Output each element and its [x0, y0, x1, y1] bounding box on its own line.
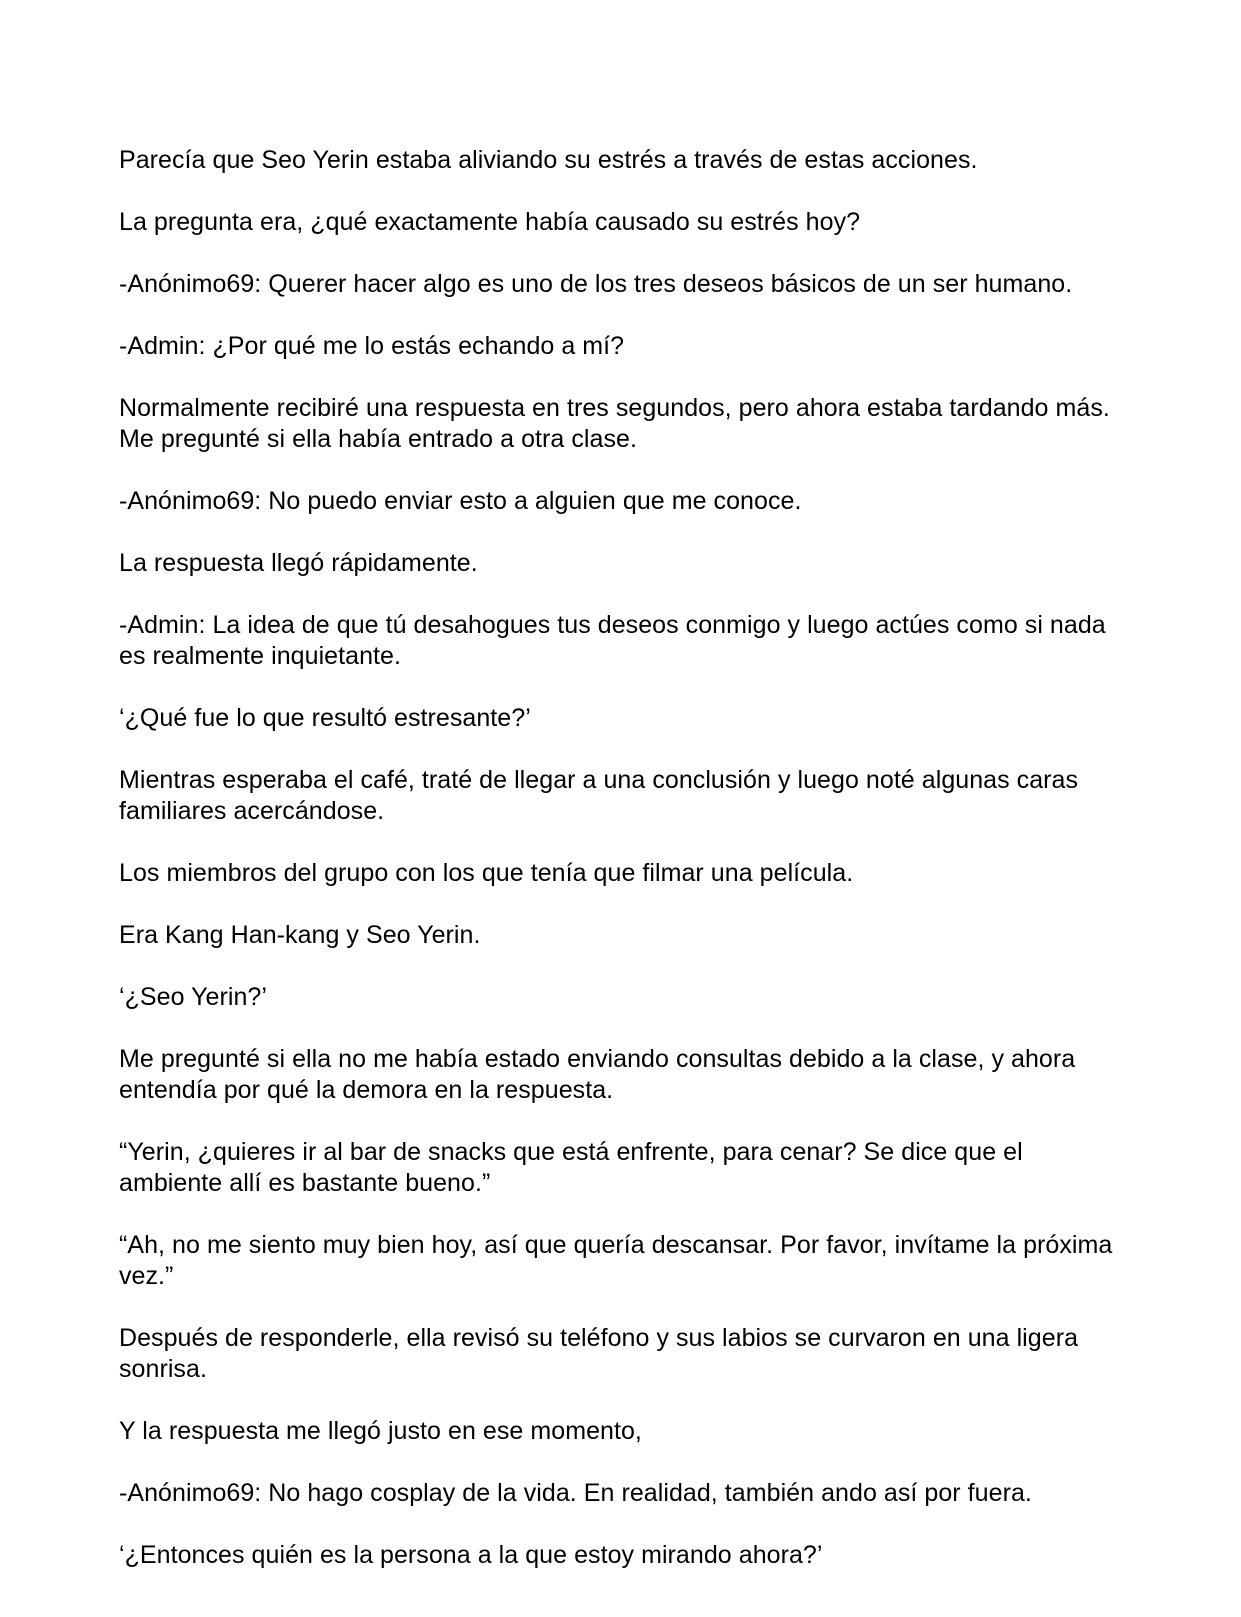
paragraph: Mientras esperaba el café, traté de llegar a una conclusión y luego noté algunas caras familiares acercándose.	[119, 766, 1079, 825]
paragraph: -Anónimo69: Querer hacer algo es uno de los tres deseos básicos de un ser humano.	[119, 270, 1073, 298]
paragraph: Me pregunté si ella no me había estado enviando consultas debido a la clase, y ahora entendía por qué la demora en la respuesta.	[119, 1045, 1076, 1104]
paragraph: Era Kang Han-kang y Seo Yerin.	[119, 921, 481, 949]
document-body	[119, 145, 1129, 1571]
paragraph: Y la respuesta me llegó justo en ese momento,	[119, 1417, 642, 1445]
paragraph: Los miembros del grupo con los que tenía que filmar una película.	[119, 859, 854, 887]
paragraph: -Anónimo69: No puedo enviar esto a alguien que me conoce.	[119, 487, 802, 515]
paragraph: “Yerin, ¿quieres ir al bar de snacks que está enfrente, para cenar? Se dice que el ambiente allí es bastante bueno.”	[119, 1138, 1023, 1197]
paragraph: -Admin: La idea de que tú desahogues tus deseos conmigo y luego actúes como si nada es realmente inquietante.	[119, 611, 1106, 670]
paragraph: ‘¿Qué fue lo que resultó estresante?’	[119, 704, 531, 732]
paragraph: Parecía que Seo Yerin estaba aliviando su estrés a través de estas acciones.	[119, 146, 978, 174]
paragraph: -Anónimo69: No hago cosplay de la vida. En realidad, también ando así por fuera.	[119, 1479, 1032, 1507]
paragraph: La respuesta llegó rápidamente.	[119, 549, 478, 577]
paragraph: La pregunta era, ¿qué exactamente había causado su estrés hoy?	[119, 208, 861, 236]
paragraph: ‘¿Seo Yerin?’	[119, 983, 267, 1011]
paragraph: -Admin: ¿Por qué me lo estás echando a mí?	[119, 332, 625, 360]
paragraph: Normalmente recibiré una respuesta en tres segundos, pero ahora estaba tardando más. Me pregunté si ella había entrado a otra clase.	[119, 394, 1110, 453]
paragraph: Después de responderle, ella revisó su teléfono y sus labios se curvaron en una ligera sonrisa.	[119, 1324, 1079, 1383]
paragraph: ‘¿Entonces quién es la persona a la que estoy mirando ahora?’	[119, 1541, 823, 1569]
paragraph: “Ah, no me siento muy bien hoy, así que quería descansar. Por favor, invítame la próxima vez.”	[119, 1231, 1113, 1290]
